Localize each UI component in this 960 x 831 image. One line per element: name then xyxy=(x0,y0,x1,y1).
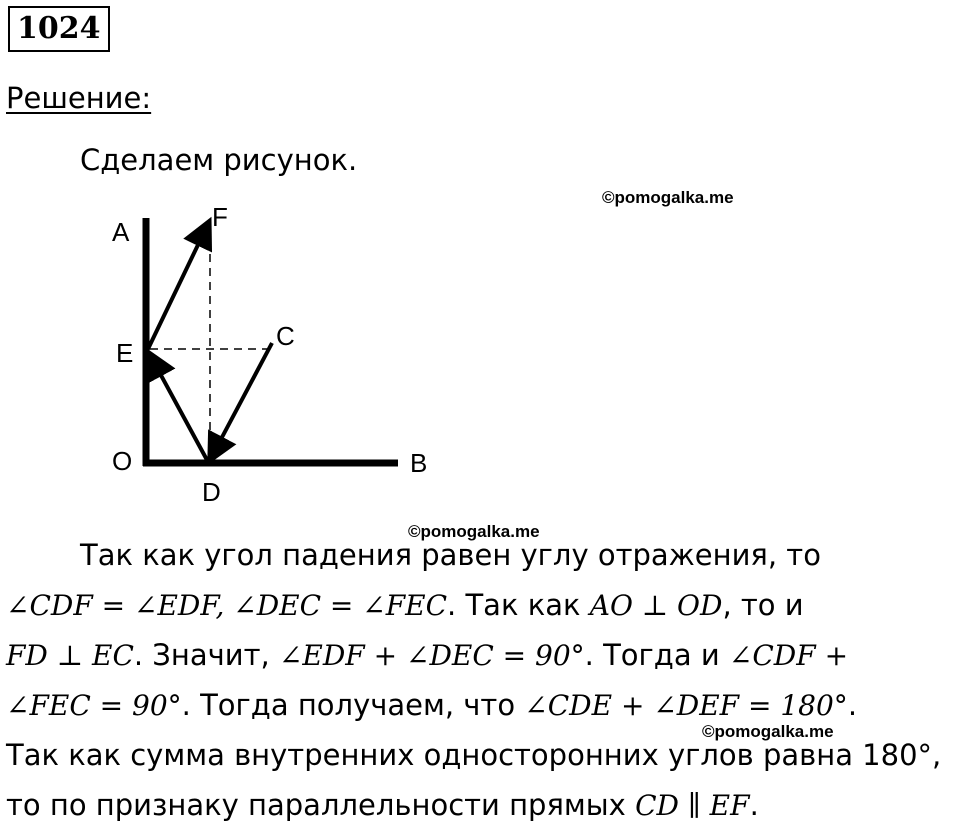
label-e: E xyxy=(116,338,134,368)
math-formula: ∠CDF = ∠EDF, ∠DEC = ∠FEC xyxy=(6,589,448,622)
math-formula: AO ⊥ OD xyxy=(589,589,723,622)
text-run: Так как угол падения равен углу отражения, то xyxy=(80,538,821,572)
text-run: то по признаку параллельности прямых xyxy=(6,788,636,822)
text-run: , то и xyxy=(722,588,804,622)
text-run: . Так как xyxy=(447,588,590,622)
problem-number: 1024 xyxy=(8,6,110,52)
ray-de xyxy=(150,355,207,460)
math-formula: ∠CDF + xyxy=(728,639,849,672)
math-formula: CD ∥ EF xyxy=(635,789,750,822)
ray-ef xyxy=(148,224,208,349)
label-c: C xyxy=(276,321,295,351)
label-b: B xyxy=(410,448,428,478)
solution-text xyxy=(6,530,950,830)
watermark: ©pomogalka.me xyxy=(702,722,834,741)
label-d: D xyxy=(202,477,221,507)
text-run: . Тогда и xyxy=(584,638,729,672)
math-formula: ∠CDE + ∠DEF = 180° xyxy=(524,689,848,722)
math-formula: FD ⊥ EC xyxy=(6,639,134,672)
solution-line xyxy=(6,580,950,630)
solution-line xyxy=(6,630,950,680)
label-a: A xyxy=(112,217,130,247)
text-run: Так как сумма внутренних односторонних углов равна 180°, xyxy=(6,738,942,772)
solution-heading: Решение: xyxy=(6,81,152,115)
math-formula: ∠EDF + ∠DEC = 90° xyxy=(278,639,585,672)
label-o: O xyxy=(112,446,133,476)
watermark: ©pomogalka.me xyxy=(602,188,734,207)
solution-line xyxy=(6,780,950,830)
intro-text: Сделаем рисунок. xyxy=(80,143,358,177)
text-run: . xyxy=(749,788,759,822)
label-f: F xyxy=(212,202,228,232)
watermark: ©pomogalka.me xyxy=(408,522,540,541)
text-run: . xyxy=(847,688,858,722)
ray-cd xyxy=(211,343,272,458)
math-formula: ∠FEC = 90° xyxy=(6,689,182,722)
text-run: . Тогда получаем, что xyxy=(181,688,525,722)
text-run: . Значит, xyxy=(133,638,279,672)
